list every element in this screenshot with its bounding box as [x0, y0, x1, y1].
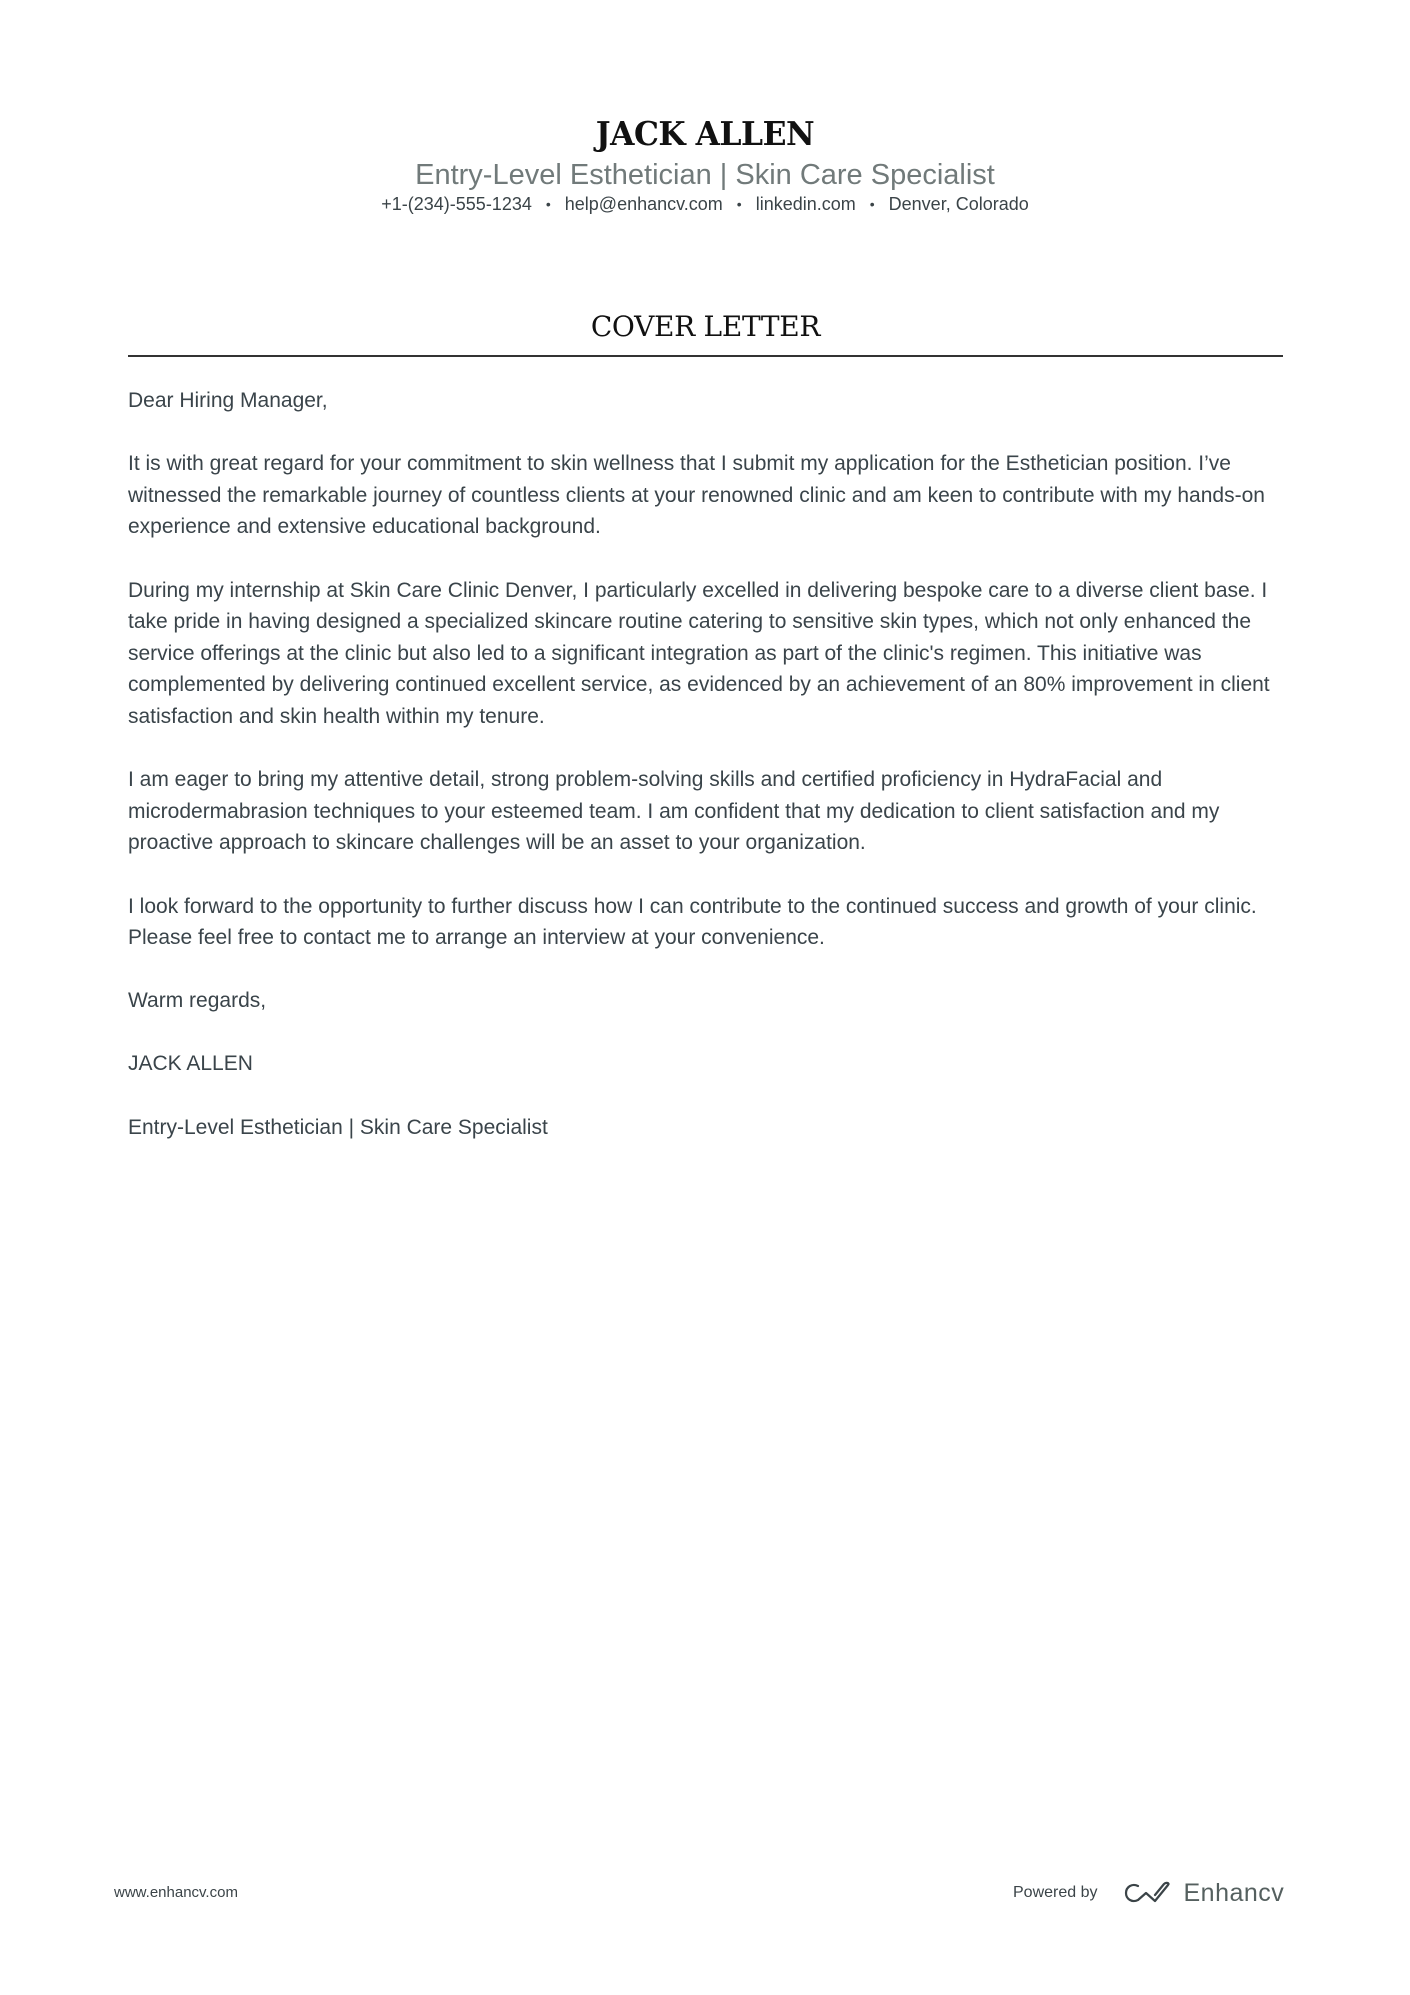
section-divider — [128, 355, 1283, 357]
closing: Warm regards, — [128, 989, 267, 1013]
greeting: Dear Hiring Manager, — [128, 389, 328, 412]
applicant-title: Entry-Level Esthetician | Skin Care Specialist — [415, 159, 995, 191]
powered-by-branding[interactable] — [1013, 1876, 1284, 1910]
linkedin-link[interactable]: linkedin.com — [755, 194, 856, 214]
signature-name: JACK ALLEN — [128, 1052, 253, 1076]
paragraph-3: I am eager to bring my attentive detail, strong problem-solving skills and certified proficiency in HydraFacial and microdermabrasion techniques to your esteemed team. I am confident that my dedication to client satisfaction and my proactive approach to skincare challenges will be an asset to your organization. — [128, 768, 1220, 855]
applicant-name: JACK ALLEN — [595, 114, 815, 153]
bullet-separator-icon: • — [869, 196, 875, 212]
header — [0, 112, 1410, 216]
website-link[interactable]: www.enhancv.com — [114, 1884, 238, 1901]
paragraph-1: It is with great regard for your commitment to skin wellness that I submit my application for the Esthetician position. I’ve witnessed the remarkable journey of countless clients at your renowned clinic and am keen to contribute with my hands-on experience and extensive educational background. — [128, 452, 1265, 539]
paragraph-4: I look forward to the opportunity to further discuss how I can contribute to the continued success and growth of your clinic. Please feel free to contact me to arrange an interview at your convenience. — [128, 894, 1257, 950]
letter-body — [128, 385, 1288, 1175]
bullet-separator-icon: • — [736, 196, 742, 212]
contact-row — [0, 193, 1410, 216]
paragraph-2: During my internship at Skin Care Clinic Denver, I particularly excelled in delivering bespoke care to a diverse client base. I take pride in having designed a specialized skincare routine catering to sensitive skin types, which not only enhanced the service offerings at the clinic but also led to a significant integration as part of the clinic's regimen. This initiative was complemented by delivering continued excellent service, as evidenced by an achievement of an 80% improvement in client satisfaction and skin health within my tenure. — [128, 578, 1270, 728]
powered-by-label: Powered by — [1013, 1884, 1098, 1901]
phone: +1-(234)-555-1234 — [381, 194, 532, 214]
location: Denver, Colorado — [888, 194, 1029, 214]
bullet-separator-icon: • — [545, 196, 551, 212]
email-link[interactable]: help@enhancv.com — [564, 194, 723, 214]
section-title: COVER LETTER — [590, 310, 821, 343]
enhancv-wordmark: Enhancv — [1183, 1878, 1285, 1907]
enhancv-logo-icon — [1124, 1881, 1172, 1905]
signature-title: Entry-Level Esthetician | Skin Care Specialist — [128, 1115, 548, 1139]
